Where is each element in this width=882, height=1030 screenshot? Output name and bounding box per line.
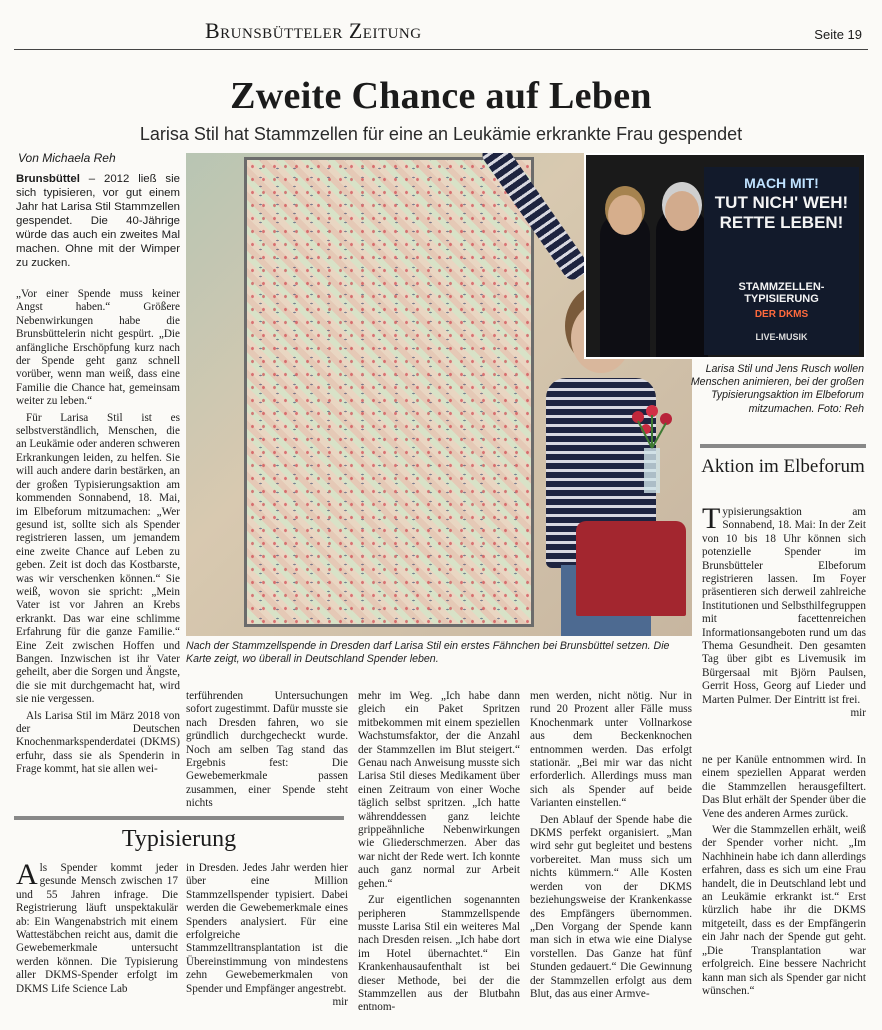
typisierung-column-2 [186, 862, 348, 1030]
article-lead [16, 172, 180, 270]
dkms-poster [704, 167, 859, 355]
article-paragraph: Als Larisa Stil im März 2018 von der Deutschen Knochenmarkspenderdatei (DKMS) erfuhr, dass sie als Spenderin in Frage kommt, hat sie allen wei- [16, 709, 180, 776]
lead-text: – 2012 ließ sie sich typisieren, vor gut einem Jahr hat Larisa Stil Stammzellen gespendet. Die 40-Jährige würde das auch ein zweites Mal machen. Ohne mit der Wimper zu zucken. [16, 173, 180, 269]
article-headline: Zweite Chance auf Leben [230, 75, 652, 117]
article-column-3 [358, 690, 520, 1030]
article-column-1 [16, 172, 180, 808]
article-column-5 [702, 754, 866, 1030]
person-man-head [665, 191, 699, 231]
article-paragraph: „Vor einer Spende muss keiner Angst haben.“ Größere Nebenwirkungen habe die Brunsbüttelerin nicht gespürt. „Die anfängliche Erschöpfung kurz nach der Spende geht ganz schnell vorüber, wenn man weiß, dass eine Familie die Chance hat, gemeinsam weiter zu leben.“ [16, 288, 180, 408]
article-paragraph: Den Ablauf der Spende habe die DKMS perfekt organisiert. „Man wird sehr gut begleitet und bestens vorbereitet. Man muss sich um nichts kümmern.“ Alle Kosten werden von der DKMS beziehungsweise der Krankenkasse des Empfängers übernommen. „Den Vorgang der Spende kann man sich in etwa wie eine Dialyse vorstellen. Das Ganze hat fünf Stunden gedauert.“ Die Gewinnung der Stammzellen erfolgt aus dem Blut, das aus einer Armve- [530, 813, 692, 1000]
article-paragraph: mehr im Weg. „Ich habe dann gleich ein Paket Spritzen mitbekommen mit einem speziellen Wachstumsfaktor, der die Anzahl der Stammzellen im Blut steigert.“ Genau nach Anweisung musste sich Larisa Stil dieses Medikament über einen Zeitraum von einer Woche täglich selbst spritzen. „Ich hatte währenddessen ganz leichte grippeähnliche Nebenwirkungen wie Gliederschmerzen. Aber das war nicht der Rede wert. Ich konnte auch ganz normal zur Arbeit gehen.“ [358, 690, 520, 890]
author-sign: mir [850, 707, 866, 720]
article-paragraph: Wer die Stammzellen erhält, weiß der Spender vorher nicht. „Im Nachhinein habe ich dann allerdings erfahren, dass es sich um eine Frau handelt, die in Deutschland lebt und an Leukämie erkrankt ist.“ Erst kürzlich habe ihr die DKMS mitgeteilt, dass es der Empfängerin ein Jahr nach der Spende gut geht. „Die Transplantation war erfolgreich. Eine bessere Nachricht kann man sich als Spender gar nicht wünschen.“ [702, 824, 866, 997]
typisierung-text: in Dresden. Jedes Jahr werden hier über eine Million Stammzellspender typisiert. Dabei werden die Gewebemerkmale eines Spenders analysiert. Für eine erfolgreiche Stammzelltransplantation ist die Übereinstimmung von mindestens zehn Gewebemerkmalen von Spender und Empfänger angestrebt. [186, 862, 348, 995]
article-paragraph: men werden, nicht nötig. Nur in rund 20 Prozent aller Fälle muss Knochenmark unter Vollnarkose aus dem Beckenknochen entnommen werden. Das erfolgt stationär. „Bei mir war das nicht erforderlich. Allerdings muss man sich als Spender auf beide Varianten einstellen.“ [530, 690, 692, 810]
poster-line: RETTE LEBEN! [719, 213, 844, 232]
typisierung-text: ls Spender kommt jeder gesunde Mensch zwischen 17 und 55 Jahren infrage. Die Registrierung läuft unspektakulär ab: Ein Wangenabstrich mit einem Wattestäbchen reicht aus, damit die Gewebemerkmale untersucht werden können. Die Typisierung aller DKMS-Spender erfolgt im DKMS Life Science Lab [16, 862, 178, 995]
red-chair [576, 521, 686, 616]
newspaper-masthead: Brunsbütteler Zeitung [205, 18, 422, 43]
map-pins [247, 160, 531, 624]
poster-line: TUT NICH' WEH! [714, 193, 849, 212]
dropcap: A [16, 862, 38, 891]
poster-line: LIVE-MUSIK [755, 332, 808, 342]
article-column-2 [186, 690, 348, 810]
sidebox-rule [700, 444, 866, 448]
header-rule [14, 49, 868, 50]
side-photo-poster [584, 153, 866, 359]
flower-vase [624, 403, 680, 493]
dropcap: T [702, 506, 721, 535]
person-man [656, 209, 708, 359]
sidebox-title: Aktion im Elbeforum [701, 456, 865, 477]
page-number: Seite 19 [814, 27, 862, 42]
article-byline: Von Michaela Reh [18, 151, 116, 165]
section-rule [14, 816, 344, 820]
germany-map [244, 157, 534, 627]
poster-line: MACH MIT! [744, 175, 819, 191]
main-photo-caption: Nach der Stammzellspende in Dresden darf Larisa Stil ein erstes Fähnchen bei Brunsbüttel setzen. Die Karte zeigt, wo überall in Deutschland Spender leben. [186, 640, 670, 665]
typisierung-column-1 [16, 862, 178, 1030]
article-paragraph: terführenden Untersuchungen sofort zugestimmt. Dafür musste sie nach Dresden fahren, wo sie gründlich durchgecheckt wurde. Noch am selben Tag stand das Ergebnis fest: Die Gewebemerkmale passen zusammen, einer Spende steht nichts [186, 690, 348, 810]
side-caption-text: Larisa Stil und Jens Rusch wollen Menschen animieren, bei der großen Typisierungsaktion im Elbeforum mitzumachen. [690, 363, 864, 415]
article-paragraph: Zur eigentlichen sogenannten peripheren Stammzellspende musste Larisa Stil ein weiteres Mal nach Dresden reisen. „Ich habe dort im Hotel übernachtet.“ Ein Krankenhausaufenthalt ist bei dieser Methode, bei der die Stammzellen aus der Blutbahn entnom- [358, 894, 520, 1014]
poster-line: DER DKMS [754, 309, 809, 320]
article-paragraph: Für Larisa Stil ist es selbstverständlich, Menschen, die an Leukämie oder anderen schweren Erkrankungen leiden, zu helfen. Sie will auch andere darin bestärken, an der großen Typisierungsaktion am kommenden Sonnabend, 18. Mai, im Elbeforum mitzumachen: „Wer gesund ist, sollte sich als Spender registrieren lassen, um jemandem eine zweite Chance auf Leben zu geben. Zeit ist doch das Kostbarste, was wir verschenken können.“ Sie weiß, wovon sie spricht: „Mein Vater ist vor Jahren an Krebs erkrankt. Das war eine schlimme Erfahrung für die ganze Familie.“ Eine Zeit zwischen Hoffen und Bangen. Inzwischen ist ihr Vater geheilt, aber die Sorgen und Ängste, die sie mit durchgemacht hat, wird sie nie vergessen. [16, 411, 180, 706]
lead-place: Brunsbüttel [16, 173, 80, 185]
article-paragraph: ne per Kanüle entnommen wird. In einem speziellen Apparat werden die Stammzellen herausgefiltert. Das Blut erhält der Spender über die Vene des anderen Armes zurück. [702, 754, 866, 820]
sidebox-body: ypisierungsaktion am Sonnabend, 18. Mai: In der Zeit von 10 bis 18 Uhr können sich potenzielle Spender im Brunsbütteler Elbeforum registrieren lassen. Im Foyer präsentieren sich derweil zahlreiche Institutionen und Selbsthilfegruppen mit facettenreichen Informationsangeboten rund um das Thema Gesundheit. Den gesamten Tag über gibt es Livemusik im Bürgersaal mit Björn Paulsen, Gerrit Hoss, Georg auf Lieder und Marten Pulmer. Der Eintritt ist frei. [702, 506, 866, 706]
article-column-4 [530, 690, 692, 1030]
poster-line: STAMMZELLEN-TYPISIERUNG [738, 281, 825, 305]
photo-credit: Foto: Reh [817, 402, 864, 415]
article-subheadline: Larisa Stil hat Stammzellen für eine an Leukämie erkrankte Frau gespendet [139, 124, 743, 144]
side-photo-caption [672, 363, 864, 416]
typisierung-title: Typisierung [121, 826, 237, 852]
person-woman-head [608, 195, 642, 235]
sidebox-text [702, 506, 866, 720]
author-sign: mir [332, 996, 348, 1009]
